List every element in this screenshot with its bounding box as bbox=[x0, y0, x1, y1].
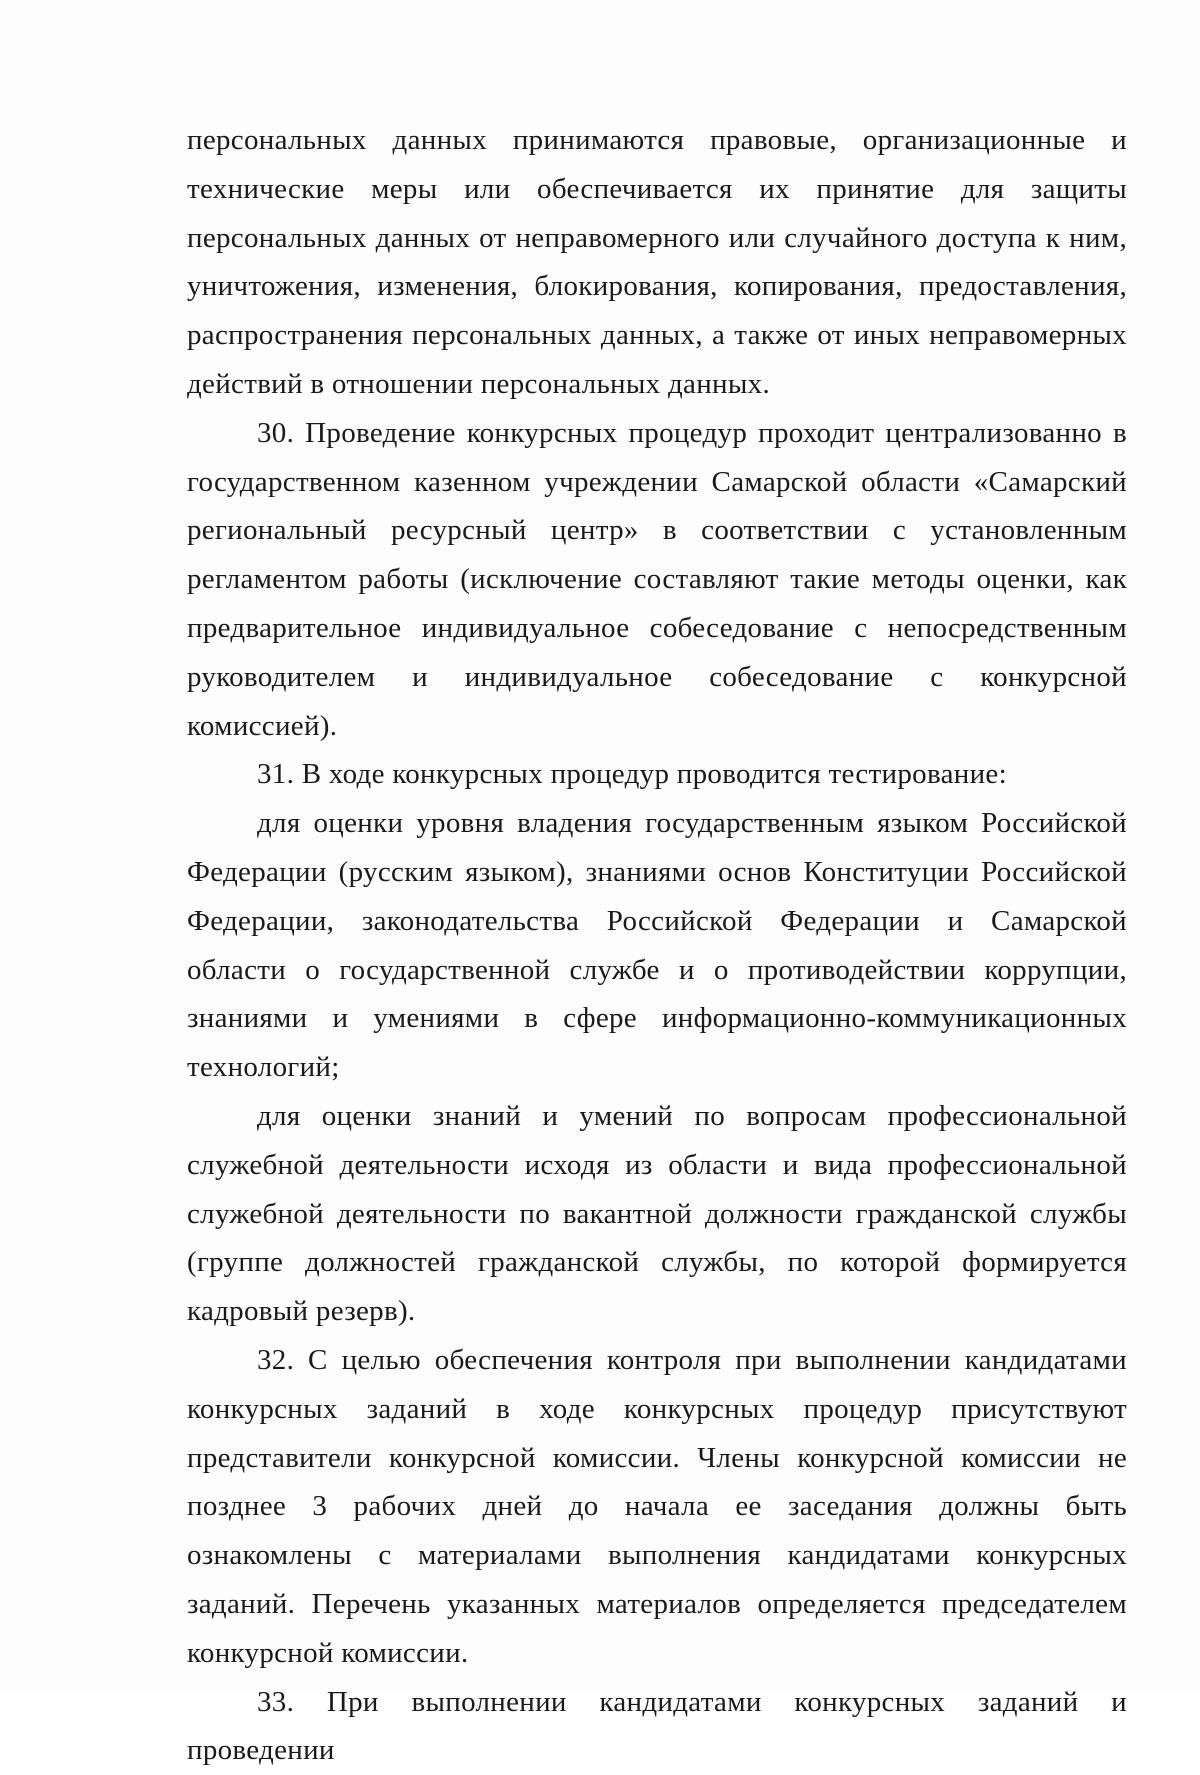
paragraph-31-item-language: для оценки уровня владения государственным языком Российской Федерации (русским языком), знаниями основ Конституции Российской Федерации, законодательства Российской Федерации и Самарской области о государственной службе и о противодействии коррупции, знаниями и умениями в сфере информационно-коммуникационных технологий; bbox=[187, 799, 1127, 1092]
paragraph-31-item-professional: для оценки знаний и умений по вопросам профессиональной служебной деятельности исходя из области и вида профессиональной служебной деятельности по вакантной должности гражданской службы (группе должностей гражданской службы, по которой формируется кадровый резерв). bbox=[187, 1092, 1127, 1336]
paragraph-personal-data-continuation: персональных данных принимаются правовые, организационные и технические меры или обеспечивается их принятие для защиты персональных данных от неправомерного или случайного доступа к ним, уничтожения, изменения, блокирования, копирования, предоставления, распространения персональных данных, а также от иных неправомерных действий в отношении персональных данных. bbox=[187, 116, 1127, 409]
paragraph-33: 33. При выполнении кандидатами конкурсных заданий и проведении bbox=[187, 1678, 1127, 1775]
paragraph-31: 31. В ходе конкурсных процедур проводится тестирование: bbox=[187, 750, 1127, 799]
document-body bbox=[187, 116, 1127, 1775]
paragraph-30: 30. Проведение конкурсных процедур проходит централизованно в государственном казенном учреждении Самарской области «Самарский региональный ресурсный центр» в соответствии с установленным регламентом работы (исключение составляют такие методы оценки, как предварительное индивидуальное собеседование с непосредственным руководителем и индивидуальное собеседование с конкурсной комиссией). bbox=[187, 409, 1127, 751]
paragraph-32: 32. С целью обеспечения контроля при выполнении кандидатами конкурсных заданий в ходе конкурсных процедур присутствуют представители конкурсной комиссии. Члены конкурсной комиссии не позднее 3 рабочих дней до начала ее заседания должны быть ознакомлены с материалами выполнения кандидатами конкурсных заданий. Перечень указанных материалов определяется председателем конкурсной комиссии. bbox=[187, 1336, 1127, 1678]
